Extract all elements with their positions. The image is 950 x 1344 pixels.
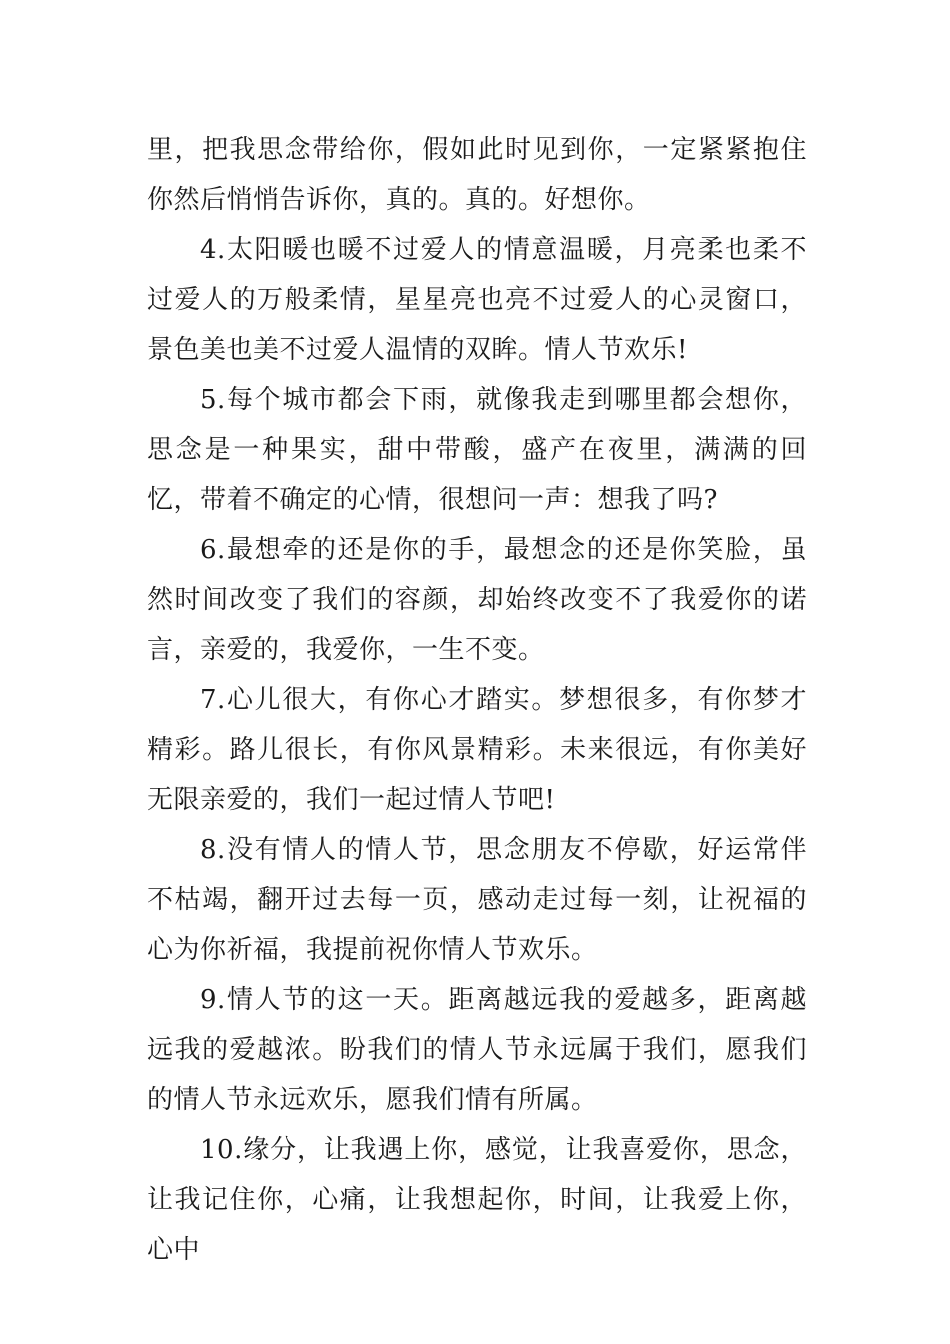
- paragraph-item-9: 9.情人节的这一天。距离越远我的爱越多，距离越远我的爱越浓。盼我们的情人节永远属于我们，愿我们的情人节永远欢乐，愿我们情有所属。: [147, 985, 807, 1115]
- document-body: [147, 125, 807, 1275]
- paragraph-item-10: 10.缘分，让我遇上你，感觉，让我喜爱你，思念，让我记住你，心痛，让我想起你，时间，让我爱上你，心中: [147, 1135, 807, 1265]
- paragraph-item-7: 7.心儿很大，有你心才踏实。梦想很多，有你梦才精彩。路儿很长，有你风景精彩。未来很远，有你美好无限亲爱的，我们一起过情人节吧!: [147, 685, 807, 815]
- paragraph-item-4: 4.太阳暖也暖不过爱人的情意温暖，月亮柔也柔不过爱人的万般柔情，星星亮也亮不过爱人的心灵窗口，景色美也美不过爱人温情的双眸。情人节欢乐!: [147, 235, 807, 365]
- paragraph-item-6: 6.最想牵的还是你的手，最想念的还是你笑脸，虽然时间改变了我们的容颜，却始终改变不了我爱你的诺言，亲爱的，我爱你，一生不变。: [147, 535, 807, 665]
- paragraph-item-5: 5.每个城市都会下雨，就像我走到哪里都会想你，思念是一种果实，甜中带酸，盛产在夜里，满满的回忆，带着不确定的心情，很想问一声：想我了吗?: [147, 385, 807, 515]
- paragraph-continued: 里，把我思念带给你，假如此时见到你，一定紧紧抱住你然后悄悄告诉你，真的。真的。好想你。: [147, 135, 807, 215]
- paragraph-item-8: 8.没有情人的情人节，思念朋友不停歇，好运常伴不枯竭，翻开过去每一页，感动走过每一刻，让祝福的心为你祈福，我提前祝你情人节欢乐。: [147, 835, 807, 965]
